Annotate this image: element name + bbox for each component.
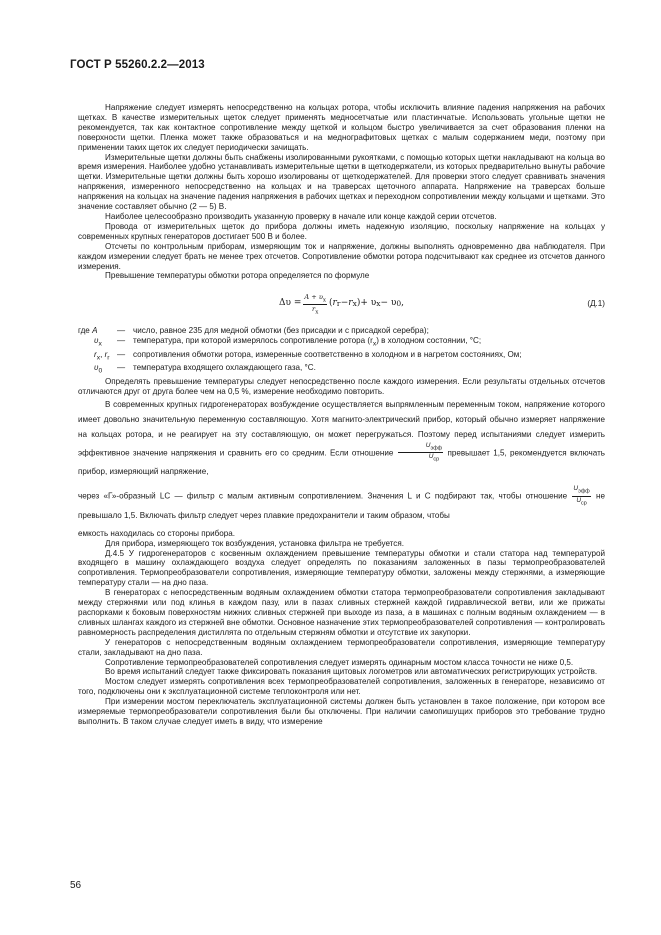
formula-d1 [78,284,605,324]
paragraph: Превышение температуры обмотки ротора определяется по формуле [105,271,370,281]
ratio-fraction: $\frac{U_{эфф}}{U_{ср}}$ [398,442,443,465]
page-number: 56 [70,880,82,891]
paragraph: емкость находилась со стороны прибора. [78,528,236,538]
paragraph: При измерении мостом переключатель эксплуатационной системы должен быть установлен в такое положение, при котором все измеряемые термопреобразователи сопротивления были бы отключены. При наличии самопишущих приборов это требование трудно выполнить. В таком случае следует иметь в виду, что измерение [78,697,605,726]
paragraph: Для прибора, измеряющего ток возбуждения, установка фильтра не требуется. [105,538,404,548]
formula-lhs: Δυ = [279,298,302,309]
definition-item: $\upsilon_x$ — температура, при которой измерялось сопротивление ротора $(r_x)$ в холодном состоянии, °С; [94,336,482,348]
ratio-fraction: $\frac{U_{эфф}}{U_{ср}}$ [573,485,590,507]
paragraph: Определять превышение температуры следует непосредственно после каждого измерения. Если результаты отдельных отсчетов отличаются друг от друга более чем на 0,5 %, измерение необходимо повторить. [78,376,605,396]
paragraph-with-ratio: через «Г»-образный LC — фильтр с малым активным сопротивлением. Значения L и С подбирают так, чтобы отношение $\frac{U_{эфф}}{U_{ср}}$ не превышало 1,5. Включать фильтр следует через плавкие предохранители и таким образом, чтобы [78,485,605,520]
definitions-list [78,326,605,376]
paragraph: Мостом следует измерять сопротивления всех термопреобразователей сопротивления, заложенных в генераторе, независимо от того, подключены они к эксплуатационной системе теплоконтроля или нет. [78,677,605,697]
paragraph: У генераторов с непосредственным водяным охлаждением термопреобразователи сопротивления, измеряющие температуру стали, закладывают на дно паза. [78,637,605,657]
paragraph: Д.4.5 У гидрогенераторов с косвенным охлаждением превышение температуры обмотки и стали статора над температурой входящего в машину охлаждающего воздуха следует определять по показаниям заложенных в пазы термопреобразователей сопротивления. Термопреобразователи сопротивления, измеряющие температуру обмотки, заложены между стержнями, а измеряющие температуру стали — на дно паза. [78,548,605,588]
paragraph: Отсчеты по контрольным приборам, измеряющим ток и напряжение, должны выполнять одновременно два наблюдателя. При каждом измерении следует брать не менее трех отсчетов. Сопротивление обмотки ротора подсчитывают как среднее из отсчетов данного измерения. [78,241,605,271]
definition-item: $\upsilon_0$ — температура входящего охлаждающего газа, °С. [94,363,316,375]
formula-fraction: $\frac{A + \upsilon_x}{r_x}$ [304,292,326,316]
paragraph: Сопротивление термопреобразователей сопротивления следует измерять одинарным мостом класса точности не ниже 0,5. [105,657,574,667]
paragraph: Наиболее целесообразно производить указанную проверку в начале или конце каждой серии отсчетов. [105,211,497,221]
document-header: ГОСТ Р 55260.2.2—2013 [70,59,205,71]
equation-number: (Д.1) [587,299,605,309]
paragraph: Напряжение следует измерять непосредственно на кольцах ротора, чтобы исключить влияние падения напряжения на рабочих щетках. В качестве измерительных щеток следует применять медносетчатые или пластинчатые. Использовать угольные щетки не рекомендуется, так как контактное сопротивление между щеткой и кольцом быстро увеличивается за счет образования пленки на поверхности щетки. Пленка может также образоваться и на меднографитовых щетках с малым содержанием меди, поэтому при применении таких щеток их следует периодически зачищать. [78,103,605,152]
definition-item: где A — число, равное 235 для медной обмотки (без присадки и с присадкой серебра); [78,326,429,336]
paragraph: Измерительные щетки должны быть снабжены изолированными рукоятками, с помощью которых щетки накладывают на кольца во время измерения. Наиболее удобно устанавливать измерительные щетки в щеткодержатели, из которых предварительно вынуты рабочие щетки. Измерительные щетки должны быть хорошо изолированы от щеткодержателей. Для проверки этого следует сравнивать значения напряжения, измеренного непосредственно на кольцах и на траверсах щеточного аппарата. Напряжение на траверсах больше напряжения на кольцах на значение падения напряжения в рабочих щетках и переходном сопротивлении между кольцами и щетками. Это значение составляет обычно (2 — 5) В. [78,152,605,212]
document-body [78,103,605,727]
definition-item: $r_x$, $r_г$ — сопротивления обмотки ротора, измеренные соответственно в холодном и в нагретом состояниях, Ом; [94,349,522,362]
paragraph: Во время испытаний следует также фиксировать показания щитовых логометров или автоматических регистрирующих устройств. [105,667,598,677]
paragraph: Провода от измерительных щеток до прибора должны иметь надежную изоляцию, поскольку напряжение на кольцах у современных крупных генераторов достигает 500 В и более. [78,221,605,241]
paragraph-with-ratio: В современных крупных гидрогенераторах возбуждение осуществляется выпрямленным переменным током, напряжение которого имеет довольно значительную переменную составляющую. Хотя магнито-электрический прибор, который обычно измеряет напряжение на кольцах ротора, и не реагирует на эту составляющую, он может перегружаться. Поэтому перед испытаниями следует измерить эффективное значение напряжения и сравнить его со средним. Если отношение $\frac{U_{эфф}}{U_{ср}}$ превышает 1,5, рекомендуется включать прибор, измеряющий напряжение, [78,399,606,477]
formula-expression: Δυ = $\frac{A + \upsilon_x}{r_x}$ ( r г − r x ) + υ x − υ 0 , [279,292,404,316]
paragraph: В генераторах с непосредственным водяным охлаждением обмотки статора термопреобразователи сопротивления закладывают между стержнями или под клинья в каждом пазу, или в пазах сливных стержней каждой гидравлической ветви, или же прижаты распорками к боковым поверхностям нижних сливных стержней при выходе из паза, а в машинах с полным водяным охлаждением — в сливных шлангах каждого из стержней вне обмотки. Основное назначение этих термопреобразователей сопротивления — контролировать равномерность распределения дистиллята по отдельным стержням обмотки и отсутствие их закупорки. [78,588,605,637]
